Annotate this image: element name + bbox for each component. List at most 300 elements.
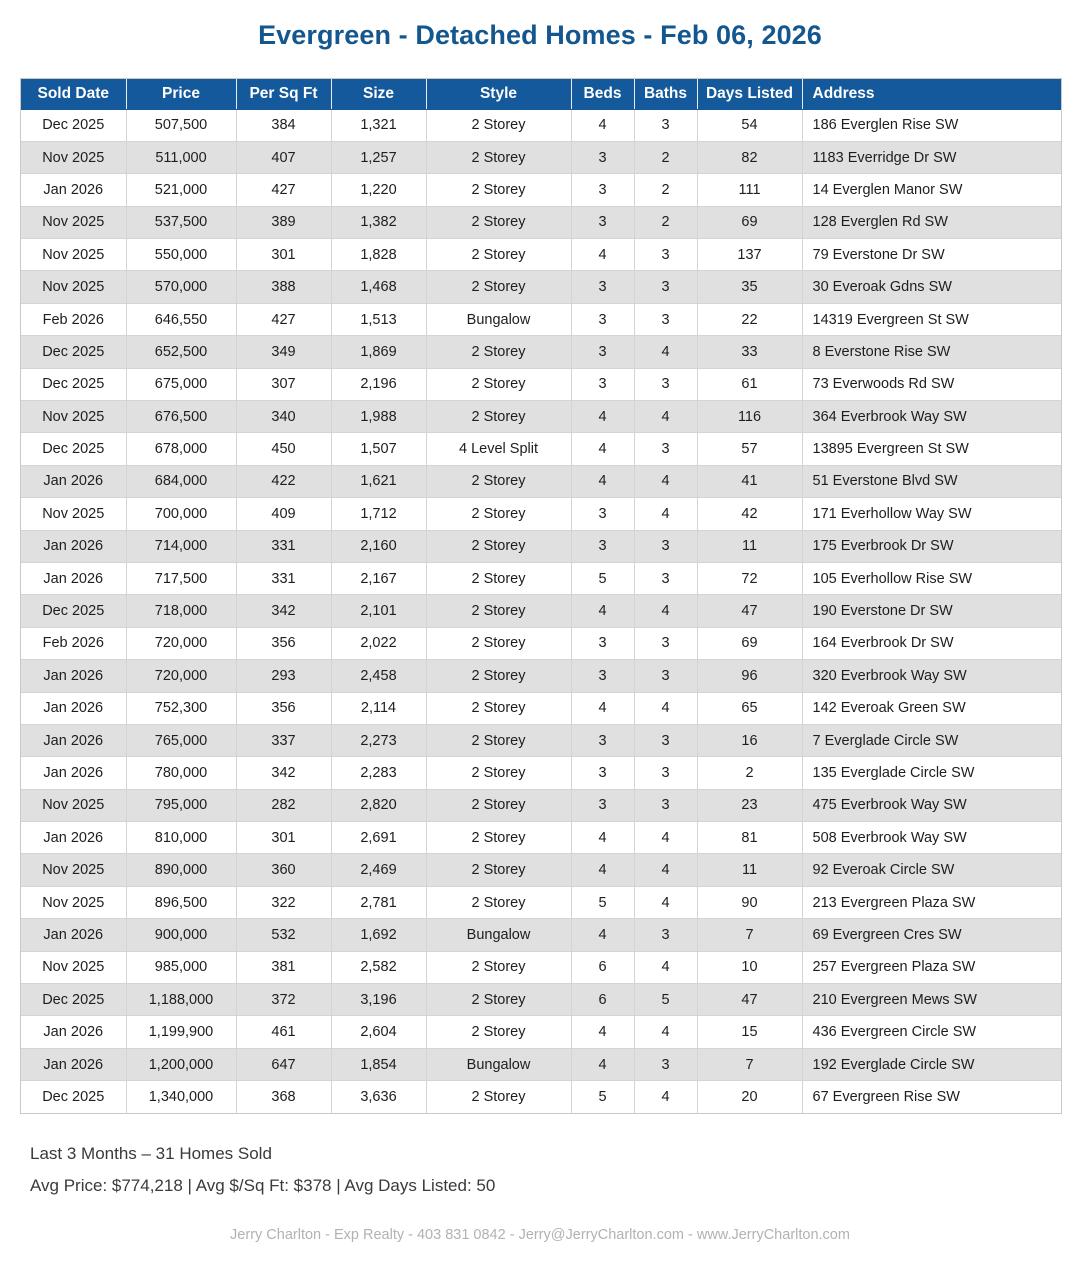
cell-baths: 3: [634, 271, 697, 303]
cell-baths: 3: [634, 562, 697, 594]
column-header-days-listed[interactable]: Days Listed: [697, 79, 802, 109]
cell-address: 73 Everwoods Rd SW: [802, 368, 1061, 400]
footer-contact-line: Jerry Charlton - Exp Realty - 403 831 0842 - Jerry@JerryCharlton.com - www.JerryCharlton.com: [230, 1227, 850, 1243]
cell-size: 1,828: [331, 239, 426, 271]
cell-per_sq_ft: 342: [236, 595, 331, 627]
cell-beds: 5: [571, 1081, 634, 1113]
table-row: [21, 627, 1061, 659]
table-row: [21, 336, 1061, 368]
cell-price: 890,000: [126, 854, 236, 886]
cell-price: 717,500: [126, 562, 236, 594]
cell-size: 1,382: [331, 206, 426, 238]
cell-per_sq_ft: 340: [236, 401, 331, 433]
cell-sold_date: Feb 2026: [21, 303, 126, 335]
page-title: Evergreen - Detached Homes - Feb 06, 2026: [258, 20, 822, 50]
cell-beds: 3: [571, 303, 634, 335]
cell-address: 69 Evergreen Cres SW: [802, 919, 1061, 951]
cell-days_listed: 90: [697, 886, 802, 918]
cell-beds: 3: [571, 724, 634, 756]
cell-days_listed: 82: [697, 141, 802, 173]
cell-baths: 3: [634, 919, 697, 951]
cell-beds: 4: [571, 919, 634, 951]
cell-beds: 3: [571, 141, 634, 173]
cell-baths: 4: [634, 595, 697, 627]
cell-per_sq_ft: 331: [236, 530, 331, 562]
cell-per_sq_ft: 282: [236, 789, 331, 821]
cell-size: 1,513: [331, 303, 426, 335]
cell-style: 2 Storey: [426, 595, 571, 627]
cell-days_listed: 22: [697, 303, 802, 335]
cell-days_listed: 47: [697, 984, 802, 1016]
cell-beds: 4: [571, 822, 634, 854]
cell-address: 171 Everhollow Way SW: [802, 498, 1061, 530]
cell-baths: 2: [634, 206, 697, 238]
cell-address: 105 Everhollow Rise SW: [802, 562, 1061, 594]
cell-style: Bungalow: [426, 1048, 571, 1080]
table-row: [21, 271, 1061, 303]
cell-address: 128 Everglen Rd SW: [802, 206, 1061, 238]
cell-per_sq_ft: 337: [236, 724, 331, 756]
table-row: [21, 919, 1061, 951]
cell-sold_date: Feb 2026: [21, 627, 126, 659]
cell-days_listed: 11: [697, 854, 802, 886]
table-row: [21, 141, 1061, 173]
table-row: [21, 854, 1061, 886]
cell-address: 210 Evergreen Mews SW: [802, 984, 1061, 1016]
table-row: [21, 789, 1061, 821]
cell-baths: 4: [634, 336, 697, 368]
cell-price: 896,500: [126, 886, 236, 918]
cell-style: 2 Storey: [426, 724, 571, 756]
cell-per_sq_ft: 409: [236, 498, 331, 530]
cell-beds: 4: [571, 595, 634, 627]
column-header-per-sq-ft[interactable]: Per Sq Ft: [236, 79, 331, 109]
cell-per_sq_ft: 342: [236, 757, 331, 789]
cell-days_listed: 69: [697, 627, 802, 659]
table-row: [21, 368, 1061, 400]
cell-address: 257 Evergreen Plaza SW: [802, 951, 1061, 983]
cell-style: 2 Storey: [426, 757, 571, 789]
cell-per_sq_ft: 331: [236, 562, 331, 594]
cell-address: 320 Everbrook Way SW: [802, 660, 1061, 692]
cell-size: 2,458: [331, 660, 426, 692]
cell-baths: 3: [634, 757, 697, 789]
cell-per_sq_ft: 381: [236, 951, 331, 983]
cell-sold_date: Nov 2025: [21, 854, 126, 886]
cell-size: 2,114: [331, 692, 426, 724]
cell-address: 475 Everbrook Way SW: [802, 789, 1061, 821]
cell-style: 2 Storey: [426, 239, 571, 271]
cell-address: 142 Everoak Green SW: [802, 692, 1061, 724]
table-row: [21, 1016, 1061, 1048]
cell-baths: 3: [634, 109, 697, 141]
cell-price: 1,188,000: [126, 984, 236, 1016]
cell-price: 1,200,000: [126, 1048, 236, 1080]
cell-baths: 4: [634, 886, 697, 918]
cell-per_sq_ft: 647: [236, 1048, 331, 1080]
cell-address: 51 Everstone Blvd SW: [802, 465, 1061, 497]
cell-style: 2 Storey: [426, 206, 571, 238]
cell-per_sq_ft: 368: [236, 1081, 331, 1113]
cell-baths: 3: [634, 303, 697, 335]
cell-size: 2,582: [331, 951, 426, 983]
cell-size: 2,781: [331, 886, 426, 918]
table-row: [21, 109, 1061, 141]
cell-sold_date: Dec 2025: [21, 368, 126, 400]
cell-style: 2 Storey: [426, 368, 571, 400]
cell-per_sq_ft: 356: [236, 627, 331, 659]
cell-beds: 3: [571, 336, 634, 368]
sales-table-container: [20, 78, 1062, 1114]
cell-price: 714,000: [126, 530, 236, 562]
table-row: [21, 984, 1061, 1016]
cell-days_listed: 42: [697, 498, 802, 530]
column-header-beds[interactable]: Beds: [571, 79, 634, 109]
cell-sold_date: Jan 2026: [21, 822, 126, 854]
cell-days_listed: 15: [697, 1016, 802, 1048]
cell-baths: 4: [634, 951, 697, 983]
cell-address: 364 Everbrook Way SW: [802, 401, 1061, 433]
cell-price: 810,000: [126, 822, 236, 854]
cell-price: 521,000: [126, 174, 236, 206]
table-row: [21, 886, 1061, 918]
table-row: [21, 174, 1061, 206]
cell-per_sq_ft: 356: [236, 692, 331, 724]
column-header-style[interactable]: Style: [426, 79, 571, 109]
cell-beds: 3: [571, 498, 634, 530]
cell-price: 780,000: [126, 757, 236, 789]
cell-per_sq_ft: 427: [236, 303, 331, 335]
cell-address: 190 Everstone Dr SW: [802, 595, 1061, 627]
cell-price: 1,199,900: [126, 1016, 236, 1048]
cell-size: 1,854: [331, 1048, 426, 1080]
cell-beds: 4: [571, 433, 634, 465]
cell-per_sq_ft: 389: [236, 206, 331, 238]
cell-style: 2 Storey: [426, 1016, 571, 1048]
cell-beds: 3: [571, 530, 634, 562]
cell-size: 2,167: [331, 562, 426, 594]
cell-sold_date: Jan 2026: [21, 757, 126, 789]
cell-sold_date: Nov 2025: [21, 401, 126, 433]
cell-sold_date: Jan 2026: [21, 919, 126, 951]
cell-size: 2,160: [331, 530, 426, 562]
cell-style: 2 Storey: [426, 951, 571, 983]
cell-per_sq_ft: 461: [236, 1016, 331, 1048]
cell-address: 14 Everglen Manor SW: [802, 174, 1061, 206]
cell-beds: 4: [571, 1016, 634, 1048]
cell-size: 2,691: [331, 822, 426, 854]
cell-sold_date: Jan 2026: [21, 530, 126, 562]
cell-size: 1,321: [331, 109, 426, 141]
cell-size: 3,196: [331, 984, 426, 1016]
cell-baths: 3: [634, 660, 697, 692]
cell-sold_date: Nov 2025: [21, 789, 126, 821]
cell-price: 684,000: [126, 465, 236, 497]
cell-beds: 6: [571, 951, 634, 983]
cell-sold_date: Dec 2025: [21, 109, 126, 141]
cell-days_listed: 65: [697, 692, 802, 724]
column-header-baths[interactable]: Baths: [634, 79, 697, 109]
cell-days_listed: 33: [697, 336, 802, 368]
cell-address: 186 Everglen Rise SW: [802, 109, 1061, 141]
cell-days_listed: 20: [697, 1081, 802, 1113]
table-row: [21, 692, 1061, 724]
cell-beds: 3: [571, 271, 634, 303]
cell-style: Bungalow: [426, 303, 571, 335]
cell-beds: 4: [571, 109, 634, 141]
cell-size: 1,988: [331, 401, 426, 433]
cell-sold_date: Nov 2025: [21, 886, 126, 918]
cell-address: 164 Everbrook Dr SW: [802, 627, 1061, 659]
table-row: [21, 498, 1061, 530]
cell-sold_date: Jan 2026: [21, 660, 126, 692]
table-body: [21, 109, 1061, 1113]
cell-sold_date: Nov 2025: [21, 239, 126, 271]
column-header-sold-date[interactable]: Sold Date: [21, 79, 126, 109]
summary-averages: Avg Price: $774,218 | Avg $/Sq Ft: $378 | Avg Days Listed: 50: [30, 1176, 496, 1196]
cell-sold_date: Jan 2026: [21, 1016, 126, 1048]
cell-address: 175 Everbrook Dr SW: [802, 530, 1061, 562]
cell-days_listed: 35: [697, 271, 802, 303]
cell-style: 2 Storey: [426, 822, 571, 854]
cell-style: 2 Storey: [426, 854, 571, 886]
cell-style: 2 Storey: [426, 109, 571, 141]
footer: [0, 1227, 1080, 1243]
cell-size: 2,820: [331, 789, 426, 821]
cell-style: Bungalow: [426, 919, 571, 951]
cell-sold_date: Nov 2025: [21, 206, 126, 238]
cell-address: 213 Evergreen Plaza SW: [802, 886, 1061, 918]
cell-sold_date: Nov 2025: [21, 141, 126, 173]
cell-baths: 3: [634, 433, 697, 465]
cell-beds: 3: [571, 206, 634, 238]
table-row: [21, 239, 1061, 271]
cell-price: 985,000: [126, 951, 236, 983]
cell-days_listed: 7: [697, 1048, 802, 1080]
cell-price: 507,500: [126, 109, 236, 141]
cell-baths: 5: [634, 984, 697, 1016]
cell-baths: 3: [634, 530, 697, 562]
cell-beds: 5: [571, 562, 634, 594]
cell-size: 2,469: [331, 854, 426, 886]
table-row: [21, 562, 1061, 594]
cell-days_listed: 69: [697, 206, 802, 238]
cell-size: 1,468: [331, 271, 426, 303]
cell-sold_date: Jan 2026: [21, 1048, 126, 1080]
cell-size: 2,101: [331, 595, 426, 627]
cell-per_sq_ft: 427: [236, 174, 331, 206]
cell-baths: 3: [634, 724, 697, 756]
cell-price: 700,000: [126, 498, 236, 530]
cell-days_listed: 23: [697, 789, 802, 821]
cell-size: 2,273: [331, 724, 426, 756]
cell-style: 2 Storey: [426, 789, 571, 821]
cell-per_sq_ft: 388: [236, 271, 331, 303]
table-row: [21, 595, 1061, 627]
cell-beds: 3: [571, 174, 634, 206]
cell-size: 1,621: [331, 465, 426, 497]
cell-baths: 4: [634, 401, 697, 433]
cell-days_listed: 72: [697, 562, 802, 594]
table-row: [21, 757, 1061, 789]
cell-price: 646,550: [126, 303, 236, 335]
cell-price: 720,000: [126, 660, 236, 692]
cell-size: 1,257: [331, 141, 426, 173]
cell-baths: 3: [634, 789, 697, 821]
table-row: [21, 433, 1061, 465]
cell-sold_date: Nov 2025: [21, 498, 126, 530]
cell-size: 2,283: [331, 757, 426, 789]
cell-style: 2 Storey: [426, 336, 571, 368]
cell-days_listed: 96: [697, 660, 802, 692]
cell-beds: 4: [571, 401, 634, 433]
cell-address: 14319 Evergreen St SW: [802, 303, 1061, 335]
cell-days_listed: 11: [697, 530, 802, 562]
cell-address: 508 Everbrook Way SW: [802, 822, 1061, 854]
cell-price: 550,000: [126, 239, 236, 271]
cell-price: 676,500: [126, 401, 236, 433]
cell-baths: 3: [634, 239, 697, 271]
cell-style: 2 Storey: [426, 498, 571, 530]
table-row: [21, 206, 1061, 238]
cell-price: 675,000: [126, 368, 236, 400]
cell-beds: 4: [571, 239, 634, 271]
cell-size: 1,507: [331, 433, 426, 465]
column-header-size[interactable]: Size: [331, 79, 426, 109]
cell-per_sq_ft: 372: [236, 984, 331, 1016]
summary-period: Last 3 Months – 31 Homes Sold: [30, 1144, 272, 1164]
cell-price: 678,000: [126, 433, 236, 465]
cell-per_sq_ft: 360: [236, 854, 331, 886]
cell-beds: 3: [571, 660, 634, 692]
cell-price: 718,000: [126, 595, 236, 627]
cell-price: 795,000: [126, 789, 236, 821]
sales-table: [21, 79, 1061, 1113]
cell-baths: 4: [634, 498, 697, 530]
cell-per_sq_ft: 293: [236, 660, 331, 692]
cell-per_sq_ft: 322: [236, 886, 331, 918]
cell-days_listed: 54: [697, 109, 802, 141]
cell-days_listed: 7: [697, 919, 802, 951]
cell-days_listed: 10: [697, 951, 802, 983]
cell-sold_date: Dec 2025: [21, 1081, 126, 1113]
cell-style: 2 Storey: [426, 692, 571, 724]
cell-price: 900,000: [126, 919, 236, 951]
cell-address: 67 Evergreen Rise SW: [802, 1081, 1061, 1113]
cell-days_listed: 47: [697, 595, 802, 627]
cell-days_listed: 16: [697, 724, 802, 756]
cell-address: 7 Everglade Circle SW: [802, 724, 1061, 756]
cell-address: 192 Everglade Circle SW: [802, 1048, 1061, 1080]
cell-address: 8 Everstone Rise SW: [802, 336, 1061, 368]
cell-address: 79 Everstone Dr SW: [802, 239, 1061, 271]
cell-sold_date: Jan 2026: [21, 174, 126, 206]
cell-sold_date: Jan 2026: [21, 562, 126, 594]
cell-price: 765,000: [126, 724, 236, 756]
cell-style: 2 Storey: [426, 465, 571, 497]
column-header-price[interactable]: Price: [126, 79, 236, 109]
cell-baths: 4: [634, 465, 697, 497]
table-header: [21, 79, 1061, 109]
cell-beds: 4: [571, 465, 634, 497]
cell-style: 2 Storey: [426, 627, 571, 659]
cell-style: 2 Storey: [426, 141, 571, 173]
table-row: [21, 951, 1061, 983]
cell-address: 13895 Evergreen St SW: [802, 433, 1061, 465]
cell-per_sq_ft: 307: [236, 368, 331, 400]
cell-days_listed: 57: [697, 433, 802, 465]
cell-baths: 4: [634, 822, 697, 854]
cell-baths: 3: [634, 1048, 697, 1080]
cell-size: 2,604: [331, 1016, 426, 1048]
cell-beds: 3: [571, 627, 634, 659]
cell-address: 135 Everglade Circle SW: [802, 757, 1061, 789]
table-row: [21, 1081, 1061, 1113]
cell-style: 2 Storey: [426, 401, 571, 433]
cell-size: 3,636: [331, 1081, 426, 1113]
cell-per_sq_ft: 301: [236, 239, 331, 271]
cell-beds: 4: [571, 692, 634, 724]
cell-beds: 5: [571, 886, 634, 918]
cell-price: 652,500: [126, 336, 236, 368]
cell-baths: 4: [634, 692, 697, 724]
cell-sold_date: Nov 2025: [21, 951, 126, 983]
table-row: [21, 530, 1061, 562]
table-row: [21, 401, 1061, 433]
cell-beds: 3: [571, 368, 634, 400]
cell-beds: 4: [571, 854, 634, 886]
cell-sold_date: Dec 2025: [21, 433, 126, 465]
cell-sold_date: Jan 2026: [21, 465, 126, 497]
table-row: [21, 660, 1061, 692]
cell-size: 1,692: [331, 919, 426, 951]
cell-style: 2 Storey: [426, 174, 571, 206]
cell-baths: 4: [634, 1081, 697, 1113]
cell-style: 2 Storey: [426, 530, 571, 562]
cell-address: 92 Everoak Circle SW: [802, 854, 1061, 886]
cell-beds: 3: [571, 757, 634, 789]
table-row: [21, 1048, 1061, 1080]
cell-style: 2 Storey: [426, 886, 571, 918]
cell-sold_date: Dec 2025: [21, 336, 126, 368]
cell-beds: 6: [571, 984, 634, 1016]
column-header-address[interactable]: Address: [802, 79, 1061, 109]
cell-size: 1,869: [331, 336, 426, 368]
cell-per_sq_ft: 407: [236, 141, 331, 173]
cell-price: 570,000: [126, 271, 236, 303]
cell-days_listed: 2: [697, 757, 802, 789]
table-row: [21, 465, 1061, 497]
cell-price: 511,000: [126, 141, 236, 173]
cell-size: 2,196: [331, 368, 426, 400]
cell-style: 2 Storey: [426, 562, 571, 594]
cell-baths: 4: [634, 854, 697, 886]
cell-beds: 4: [571, 1048, 634, 1080]
cell-days_listed: 41: [697, 465, 802, 497]
cell-per_sq_ft: 384: [236, 109, 331, 141]
cell-size: 1,712: [331, 498, 426, 530]
cell-sold_date: Dec 2025: [21, 595, 126, 627]
cell-baths: 3: [634, 368, 697, 400]
cell-days_listed: 81: [697, 822, 802, 854]
cell-days_listed: 116: [697, 401, 802, 433]
table-row: [21, 724, 1061, 756]
cell-sold_date: Dec 2025: [21, 984, 126, 1016]
cell-days_listed: 61: [697, 368, 802, 400]
cell-style: 4 Level Split: [426, 433, 571, 465]
cell-price: 752,300: [126, 692, 236, 724]
cell-per_sq_ft: 301: [236, 822, 331, 854]
